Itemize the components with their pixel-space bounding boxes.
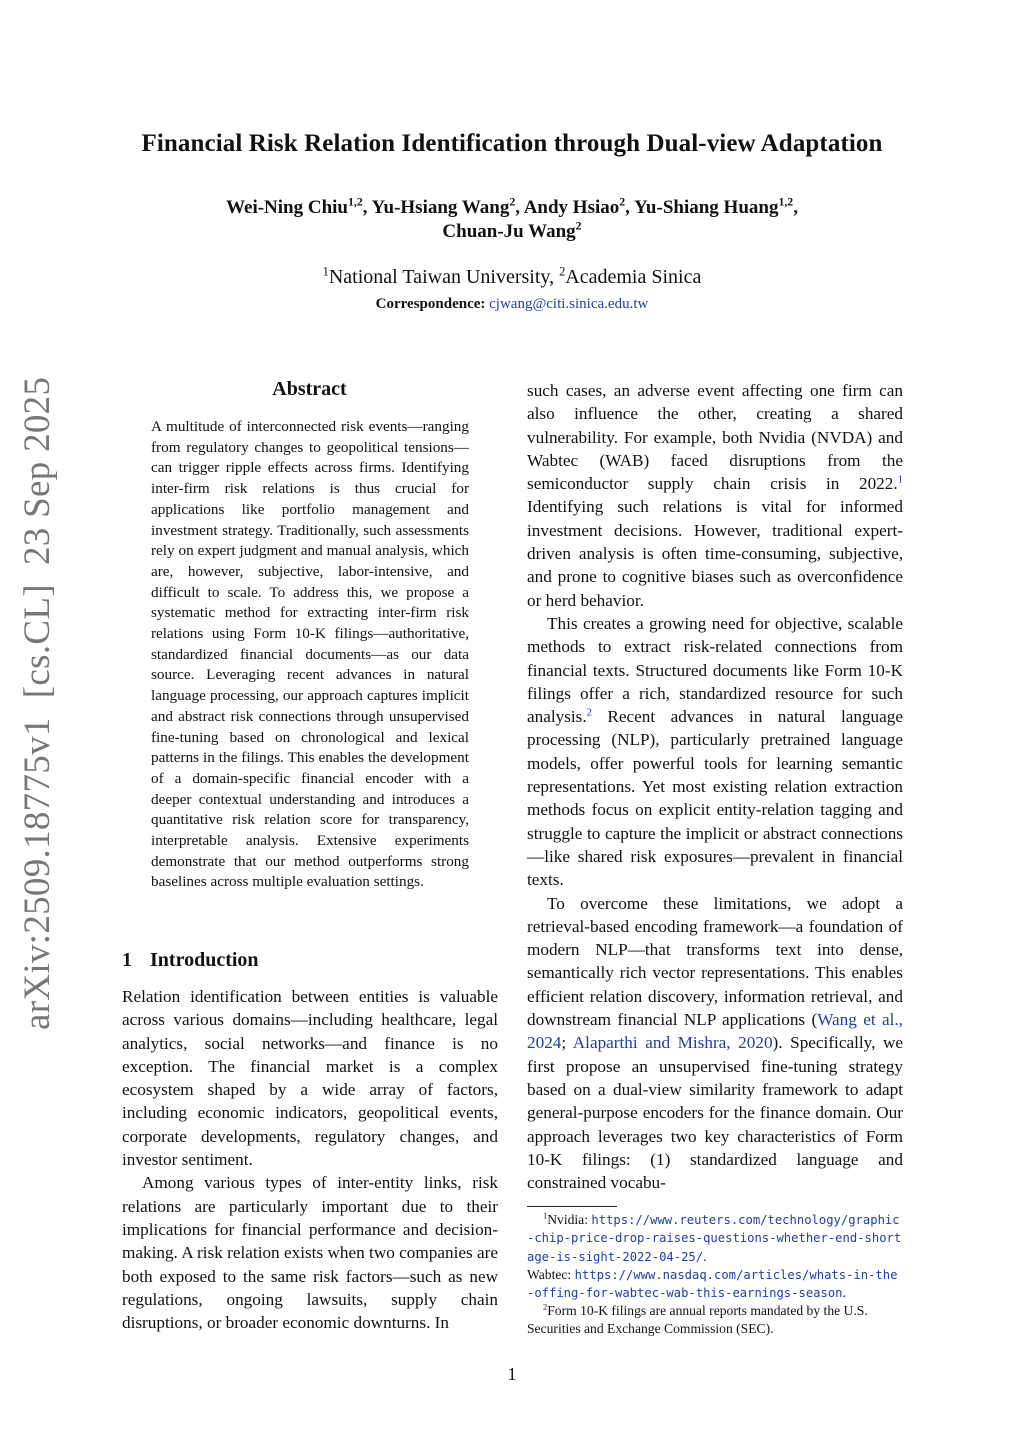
footnote-2 — [527, 1302, 903, 1337]
paragraph-text: To overcome these limitations, we adopt a retrieval-based encoding framework—a foundation of modern NLP—that transforms text into dense, semantically rich vector representations. This enables efficient relation discovery, information retrieval, and downstream financial NLP applications ( — [527, 893, 903, 1030]
author-name: Wei-Ning Chiu — [226, 197, 349, 218]
paragraph-text: ; — [561, 1033, 573, 1053]
footnote-ref-1[interactable]: 1 — [897, 474, 903, 486]
correspondence — [0, 296, 1024, 313]
paragraph — [527, 379, 903, 612]
footnote-url-nasdaq[interactable]: https://www.nasdaq.com/articles/whats-in-the-offing-for-wabtec-wab-this-earnings-season — [527, 1267, 898, 1301]
footnotes — [527, 1211, 903, 1337]
author-affil-mark: 1,2 — [778, 195, 794, 209]
author-affil-mark: 2 — [619, 195, 626, 209]
footnote-ref-2[interactable]: 2 — [586, 707, 592, 719]
author-name: Yu-Hsiang Wang — [371, 197, 510, 218]
citation-link[interactable]: Wang et al., 2024 — [527, 1010, 903, 1053]
abstract-heading: Abstract — [272, 378, 347, 400]
section-title: Introduction — [150, 949, 259, 971]
affiliation-sinica: Academia Sinica — [565, 266, 702, 288]
paragraph-text: This creates a growing need for objective, scalable methods to extract risk-related connections from financial texts. Structured documents like Form 10-K filings offer a rich, standardized resource for such analysis. — [527, 613, 903, 727]
paragraph-text: Identifying such relations is vital for informed investment decisions. However, traditional expert-driven analysis is often time-consuming, subjective, and prone to cognitive biases such as overconfidence or herd behavior. — [527, 497, 903, 610]
section-heading-introduction — [122, 949, 259, 972]
footnote-label: Wabtec: — [527, 1266, 575, 1282]
footnote-punct: . — [842, 1285, 846, 1301]
author-name: Yu-Shiang Huang — [633, 197, 779, 218]
author-name: Chuan-Ju Wang — [442, 221, 576, 242]
affiliations — [0, 266, 1024, 289]
paragraph: Among various types of inter-entity links, risk relations are particularly important due to their implications for financial performance and decision-making. A risk relation exists when two companies are both exposed to the same risk factors—such as new regulations, ongoing lawsuits, supply chain disruptions, or broader economic downturns. In — [122, 1173, 498, 1333]
author-affil-mark: 2 — [509, 195, 516, 209]
affil-mark: 2 — [559, 264, 566, 279]
author-name: Andy Hsiao — [523, 197, 620, 218]
footnote-mark: 2 — [543, 1301, 548, 1312]
paragraph-text: ). Specifically, we first propose an unsupervised fine-tuning strategy based on a dual-view similarity framework to adapt general-purpose encoders for the finance domain. Our approach leverages two key characteristics of Form 10-K filings: (1) standardized language and constrained vocabu- — [527, 1033, 903, 1193]
affiliation-ntu: National Taiwan University, — [328, 266, 560, 288]
author-affil-mark: 2 — [575, 219, 582, 233]
footnote-label: Nvidia: — [547, 1212, 592, 1227]
paragraph: Relation identification between entities is valuable across various domains—including healthcare, legal analytics, social networks—and finance is no exception. The financial market is a complex ecosystem shaped by a wide array of factors, including economic indicators, geopolitical events, corporate developments, regulatory changes, and investor sentiment. — [122, 987, 498, 1170]
affil-mark: 1 — [322, 264, 329, 279]
paragraph — [527, 612, 903, 892]
footnote-url-reuters[interactable]: https://www.reuters.com/technology/graphic-chip-price-drop-raises-questions-whether-end-shortage-is-sight-2022-04-25/ — [527, 1213, 902, 1264]
footnote-punct: . — [703, 1248, 707, 1264]
footnote-mark: 1 — [543, 1210, 548, 1221]
right-column-body — [527, 379, 903, 1194]
paragraph — [527, 892, 903, 1195]
page-number: 1 — [507, 1364, 517, 1384]
paragraph-text: Recent advances in natural language processing (NLP), particularly pretrained language models, offer powerful tools for learning semantic representations. Yet most existing relation extraction methods focus on explicit entity-relation tagging and struggle to capture the implicit or abstract connections—like shared risk exposures—prevalent in financial texts. — [527, 707, 903, 890]
footnote-1 — [527, 1211, 903, 1302]
section-number: 1 — [122, 949, 132, 971]
correspondence-email-link[interactable]: cjwang@citi.sinica.edu.tw — [489, 296, 649, 312]
footnote-divider — [527, 1206, 617, 1207]
author-affil-mark: 1,2 — [348, 195, 363, 209]
author-line-2 — [0, 220, 1024, 244]
citation-link[interactable]: Alaparthi and Mishra, 2020 — [572, 1033, 773, 1053]
correspondence-label: Correspondence: — [375, 296, 486, 312]
paper-title: Financial Risk Relation Identification through Dual-view Adaptation — [141, 130, 883, 157]
author-list — [0, 196, 1024, 244]
paragraph-text: such cases, an adverse event affecting one firm can also influence the other, creating a shared vulnerability. For example, both Nvidia (NVDA) and Wabtec (WAB) faced disruptions from the semiconductor supply chain crisis in 2022. — [527, 381, 903, 494]
author-line-1: Wei-Ning Chiu$^{1,2}$, Yu-Hsiang Wang$^2$, Andy Hsiao$^2$, Yu-Shiang Huang$^{1,2}$, — [226, 195, 798, 218]
abstract-text: A multitude of interconnected risk events—ranging from regulatory changes to geopolitical tensions—can trigger ripple effects across firms. Identifying inter-firm risk relations is thus crucial for applications like portfolio management and investment strategy. Traditionally, such assessments rely on expert judgment and manual analysis, which are, however, subjective, labor-intensive, and difficult to scale. To address this, we propose a systematic method for extracting inter-firm risk relations using Form 10-K filings—authoritative, standardized financial documents—as our data source. Leveraging recent advances in natural language processing, our approach captures implicit and abstract risk connections through unsupervised fine-tuning based on chronological and lexical patterns in the filings. This enables the development of a domain-specific financial encoder with a deeper contextual understanding and introduces a quantitative risk relation score for transparency, interpretable analysis. Extensive experiments demonstrate that our method outperforms strong baselines across multiple evaluation settings. — [151, 418, 469, 891]
arxiv-stamp: arXiv:2509.18775v1 [cs.CL] 23 Sep 2025 — [17, 376, 58, 1030]
left-column-body — [122, 985, 498, 1334]
footnote-text: Form 10-K filings are annual reports mandated by the U.S. Securities and Exchange Commission (SEC). — [527, 1303, 868, 1336]
